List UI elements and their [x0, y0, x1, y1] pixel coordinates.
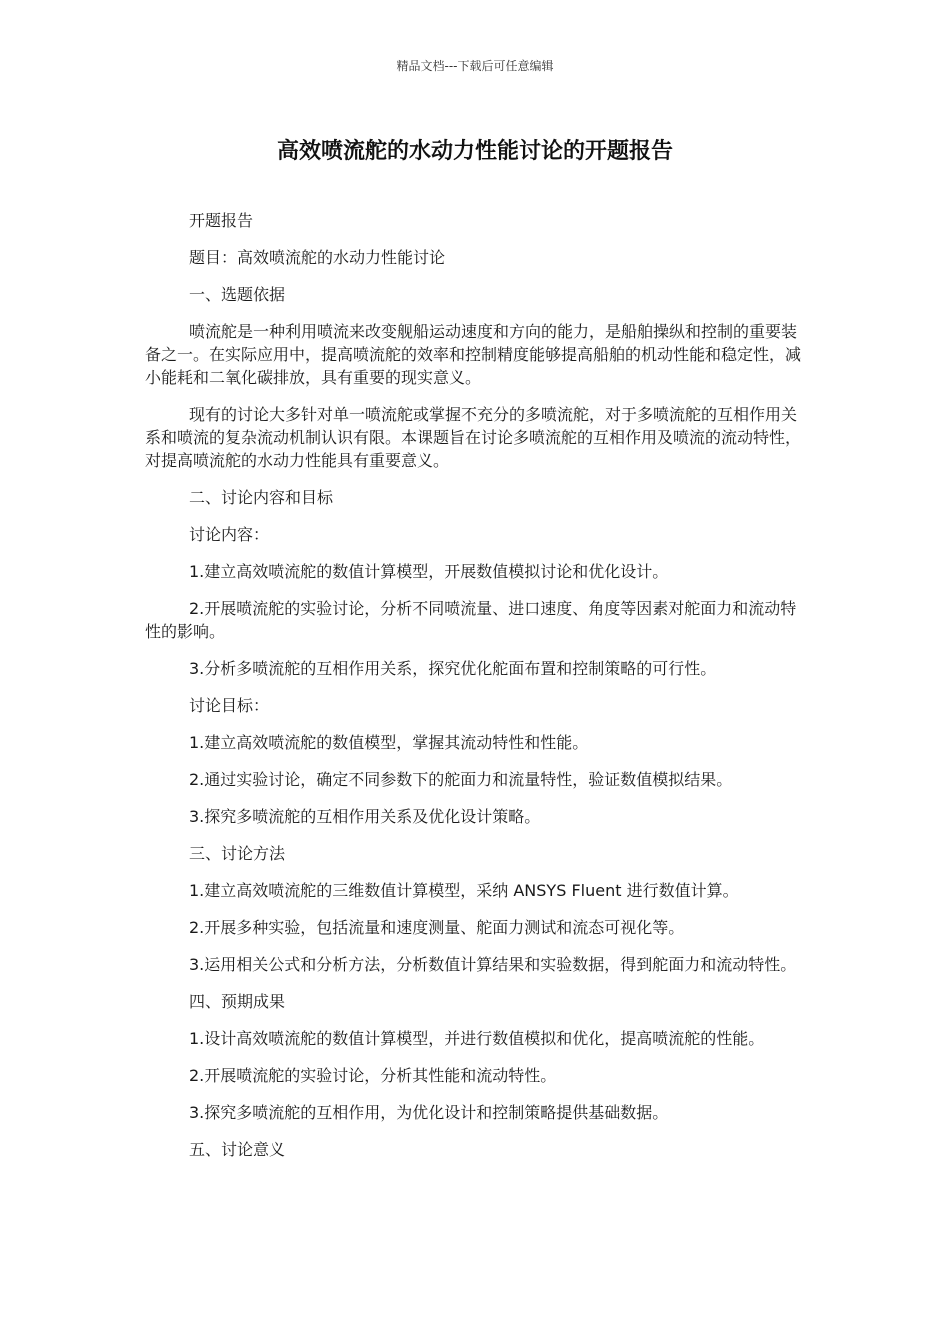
section-heading-1: 一、选题依据 — [189, 285, 286, 304]
paragraph-report-label: 开题报告 — [189, 211, 254, 230]
header-note: 精品文档---下载后可任意编辑 — [396, 59, 554, 73]
document-title: 高效喷流舵的水动力性能讨论的开题报告 — [276, 139, 673, 164]
list-item: 3.探究多喷流舵的互相作用关系及优化设计策略。 — [189, 807, 541, 826]
list-item: 1.设计高效喷流舵的数值计算模型，并进行数值模拟和优化，提高喷流舵的性能。 — [189, 1029, 765, 1048]
section-heading-5: 五、讨论意义 — [189, 1140, 286, 1159]
list-item: 2.开展多种实验，包括流量和速度测量、舵面力测试和流态可视化等。 — [189, 918, 685, 937]
list-item: 1.建立高效喷流舵的数值计算模型，开展数值模拟讨论和优化设计。 — [189, 562, 669, 581]
section-heading-4: 四、预期成果 — [189, 992, 286, 1011]
list-item: 1.建立高效喷流舵的三维数值计算模型，采纳 ANSYS Fluent 进行数值计算。 — [189, 881, 739, 900]
list-item: 1.建立高效喷流舵的数值模型，掌握其流动特性和性能。 — [189, 733, 589, 752]
section-heading-3: 三、讨论方法 — [189, 844, 286, 863]
paragraph-topic: 题目：高效喷流舵的水动力性能讨论 — [189, 248, 446, 267]
list-item: 2.开展喷流舵的实验讨论，分析不同喷流量、进口速度、角度等因素对舵面力和流动特性的影响。 — [145, 599, 797, 641]
list-item: 3.分析多喷流舵的互相作用关系，探究优化舵面布置和控制策略的可行性。 — [189, 659, 717, 678]
subheading-content: 讨论内容： — [189, 525, 270, 544]
paragraph-body: 喷流舵是一种利用喷流来改变舰船运动速度和方向的能力，是船舶操纵和控制的重要装备之一。在实际应用中，提高喷流舵的效率和控制精度能够提高船舶的机动性能和稳定性，减小能耗和二氧化碳排放，具有重要的现实意义。 — [145, 322, 802, 387]
list-item: 2.通过实验讨论，确定不同参数下的舵面力和流量特性，验证数值模拟结果。 — [189, 770, 733, 789]
paragraph-body: 现有的讨论大多针对单一喷流舵或掌握不充分的多喷流舵，对于多喷流舵的互相作用关系和喷流的复杂流动机制认识有限。本课题旨在讨论多喷流舵的互相作用及喷流的流动特性，对提高喷流舵的水动力性能具有重要意义。 — [145, 405, 802, 470]
list-item: 2.开展喷流舵的实验讨论，分析其性能和流动特性。 — [189, 1066, 557, 1085]
list-item: 3.探究多喷流舵的互相作用，为优化设计和控制策略提供基础数据。 — [189, 1103, 669, 1122]
list-item: 3.运用相关公式和分析方法，分析数值计算结果和实验数据，得到舵面力和流动特性。 — [189, 955, 797, 974]
document-body — [145, 209, 807, 1161]
subheading-goals: 讨论目标： — [189, 696, 270, 715]
section-heading-2: 二、讨论内容和目标 — [189, 488, 334, 507]
